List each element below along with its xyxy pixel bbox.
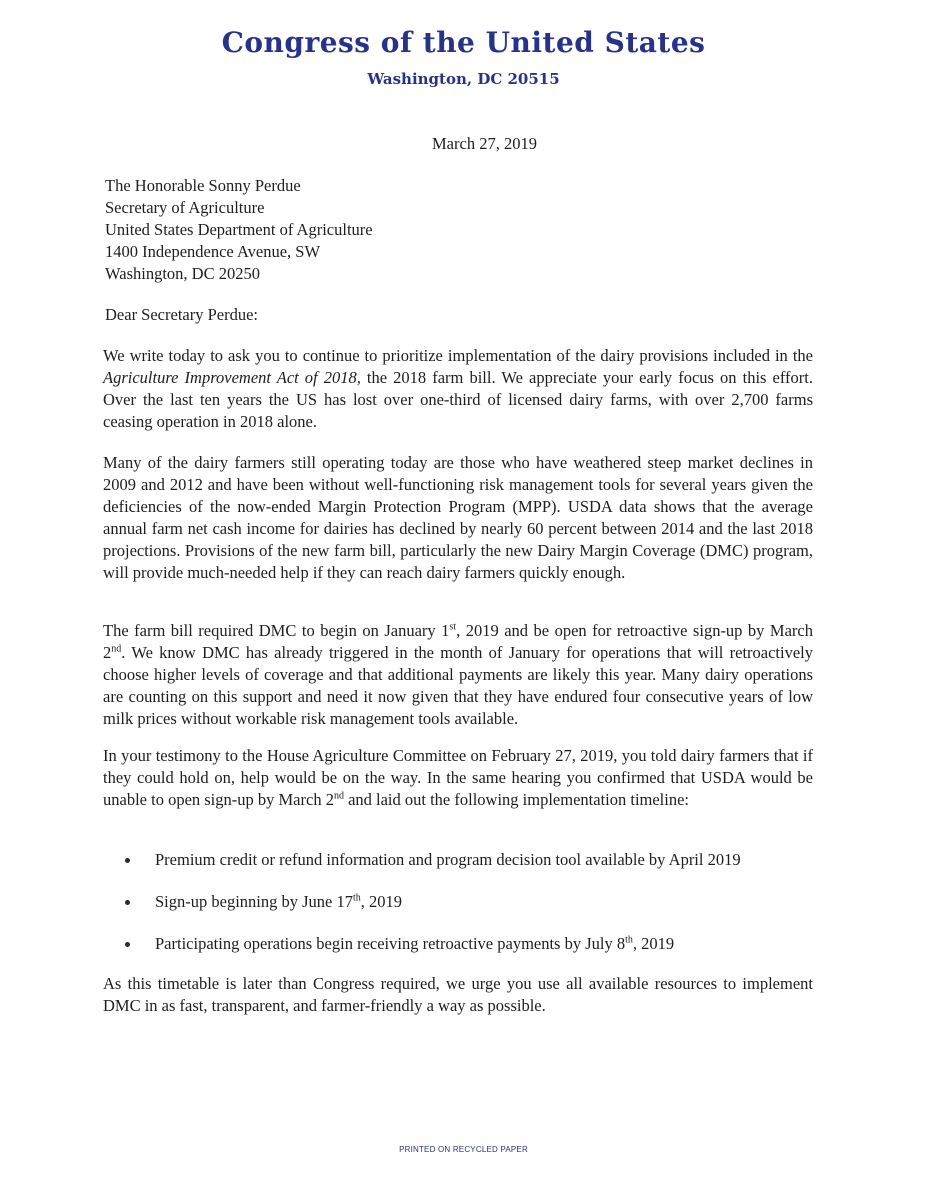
recipient-line: The Honorable Sonny Perdue	[105, 176, 301, 195]
recipient-address	[105, 175, 373, 285]
list-item: Premium credit or refund information and program decision tool available by April 2019	[125, 849, 825, 871]
list-item: Participating operations begin receiving retroactive payments by July 8th, 2019	[125, 933, 825, 955]
paragraph-4: In your testimony to the House Agriculture Committee on February 27, 2019, you told dairy farmers that if they could hold on, help would be on the way. In the same hearing you confirmed that USDA would be unable to open sign-up by March 2nd and laid out the following implementation timeline:	[103, 746, 813, 809]
letter-date: March 27, 2019	[432, 134, 537, 153]
paragraph-2: Many of the dairy farmers still operating today are those who have weathered steep market declines in 2009 and 2012 and have been without well-functioning risk management tools for several years given the deficiencies of the now-ended Margin Protection Program (MPP). USDA data shows that the average annual farm net cash income for dairies has declined by nearly 60 percent between 2014 and the last 2018 projections. Provisions of the new farm bill, particularly the new Dairy Margin Coverage (DMC) program, will provide much-needed help if they can reach dairy farmers quickly enough.	[103, 453, 813, 582]
timeline-list	[125, 849, 825, 975]
paragraph-5: As this timetable is later than Congress required, we urge you use all available resources to implement DMC in as fast, transparent, and farmer-friendly a way as possible.	[103, 974, 813, 1015]
letterhead-title: Congress of the United States	[221, 26, 706, 59]
paragraph-3: The farm bill required DMC to begin on January 1st, 2019 and be open for retroactive sign-up by March 2nd. We know DMC has already triggered in the month of January for operations that will retroactively choose higher levels of coverage and that additional payments are likely this year. Many dairy operations are counting on this support and need it now given that they have endured four consecutive years of low milk prices without workable risk management tools available.	[103, 621, 813, 728]
salutation: Dear Secretary Perdue:	[105, 305, 259, 324]
bullet-icon	[125, 942, 130, 947]
bullet-icon	[125, 858, 130, 863]
act-title: Agriculture Improvement Act of 2018	[103, 368, 357, 387]
recycled-paper-footer: PRINTED ON RECYCLED PAPER	[399, 1145, 528, 1154]
recipient-line: Washington, DC 20250	[105, 264, 260, 283]
letterhead-location: Washington, DC 20515	[367, 70, 560, 88]
recipient-line: United States Department of Agriculture	[105, 220, 373, 239]
paragraph-1: We write today to ask you to continue to prioritize implementation of the dairy provisions included in the Agriculture Improvement Act of 2018, the 2018 farm bill. We appreciate your early focus on this effort. Over the last ten years the US has lost over one-third of licensed dairy farms, with over 2,700 farms ceasing operation in 2018 alone.	[103, 346, 813, 431]
list-item: Sign-up beginning by June 17th, 2019	[125, 891, 825, 913]
recipient-line: 1400 Independence Avenue, SW	[105, 242, 321, 261]
bullet-icon	[125, 900, 130, 905]
recipient-line: Secretary of Agriculture	[105, 198, 265, 217]
